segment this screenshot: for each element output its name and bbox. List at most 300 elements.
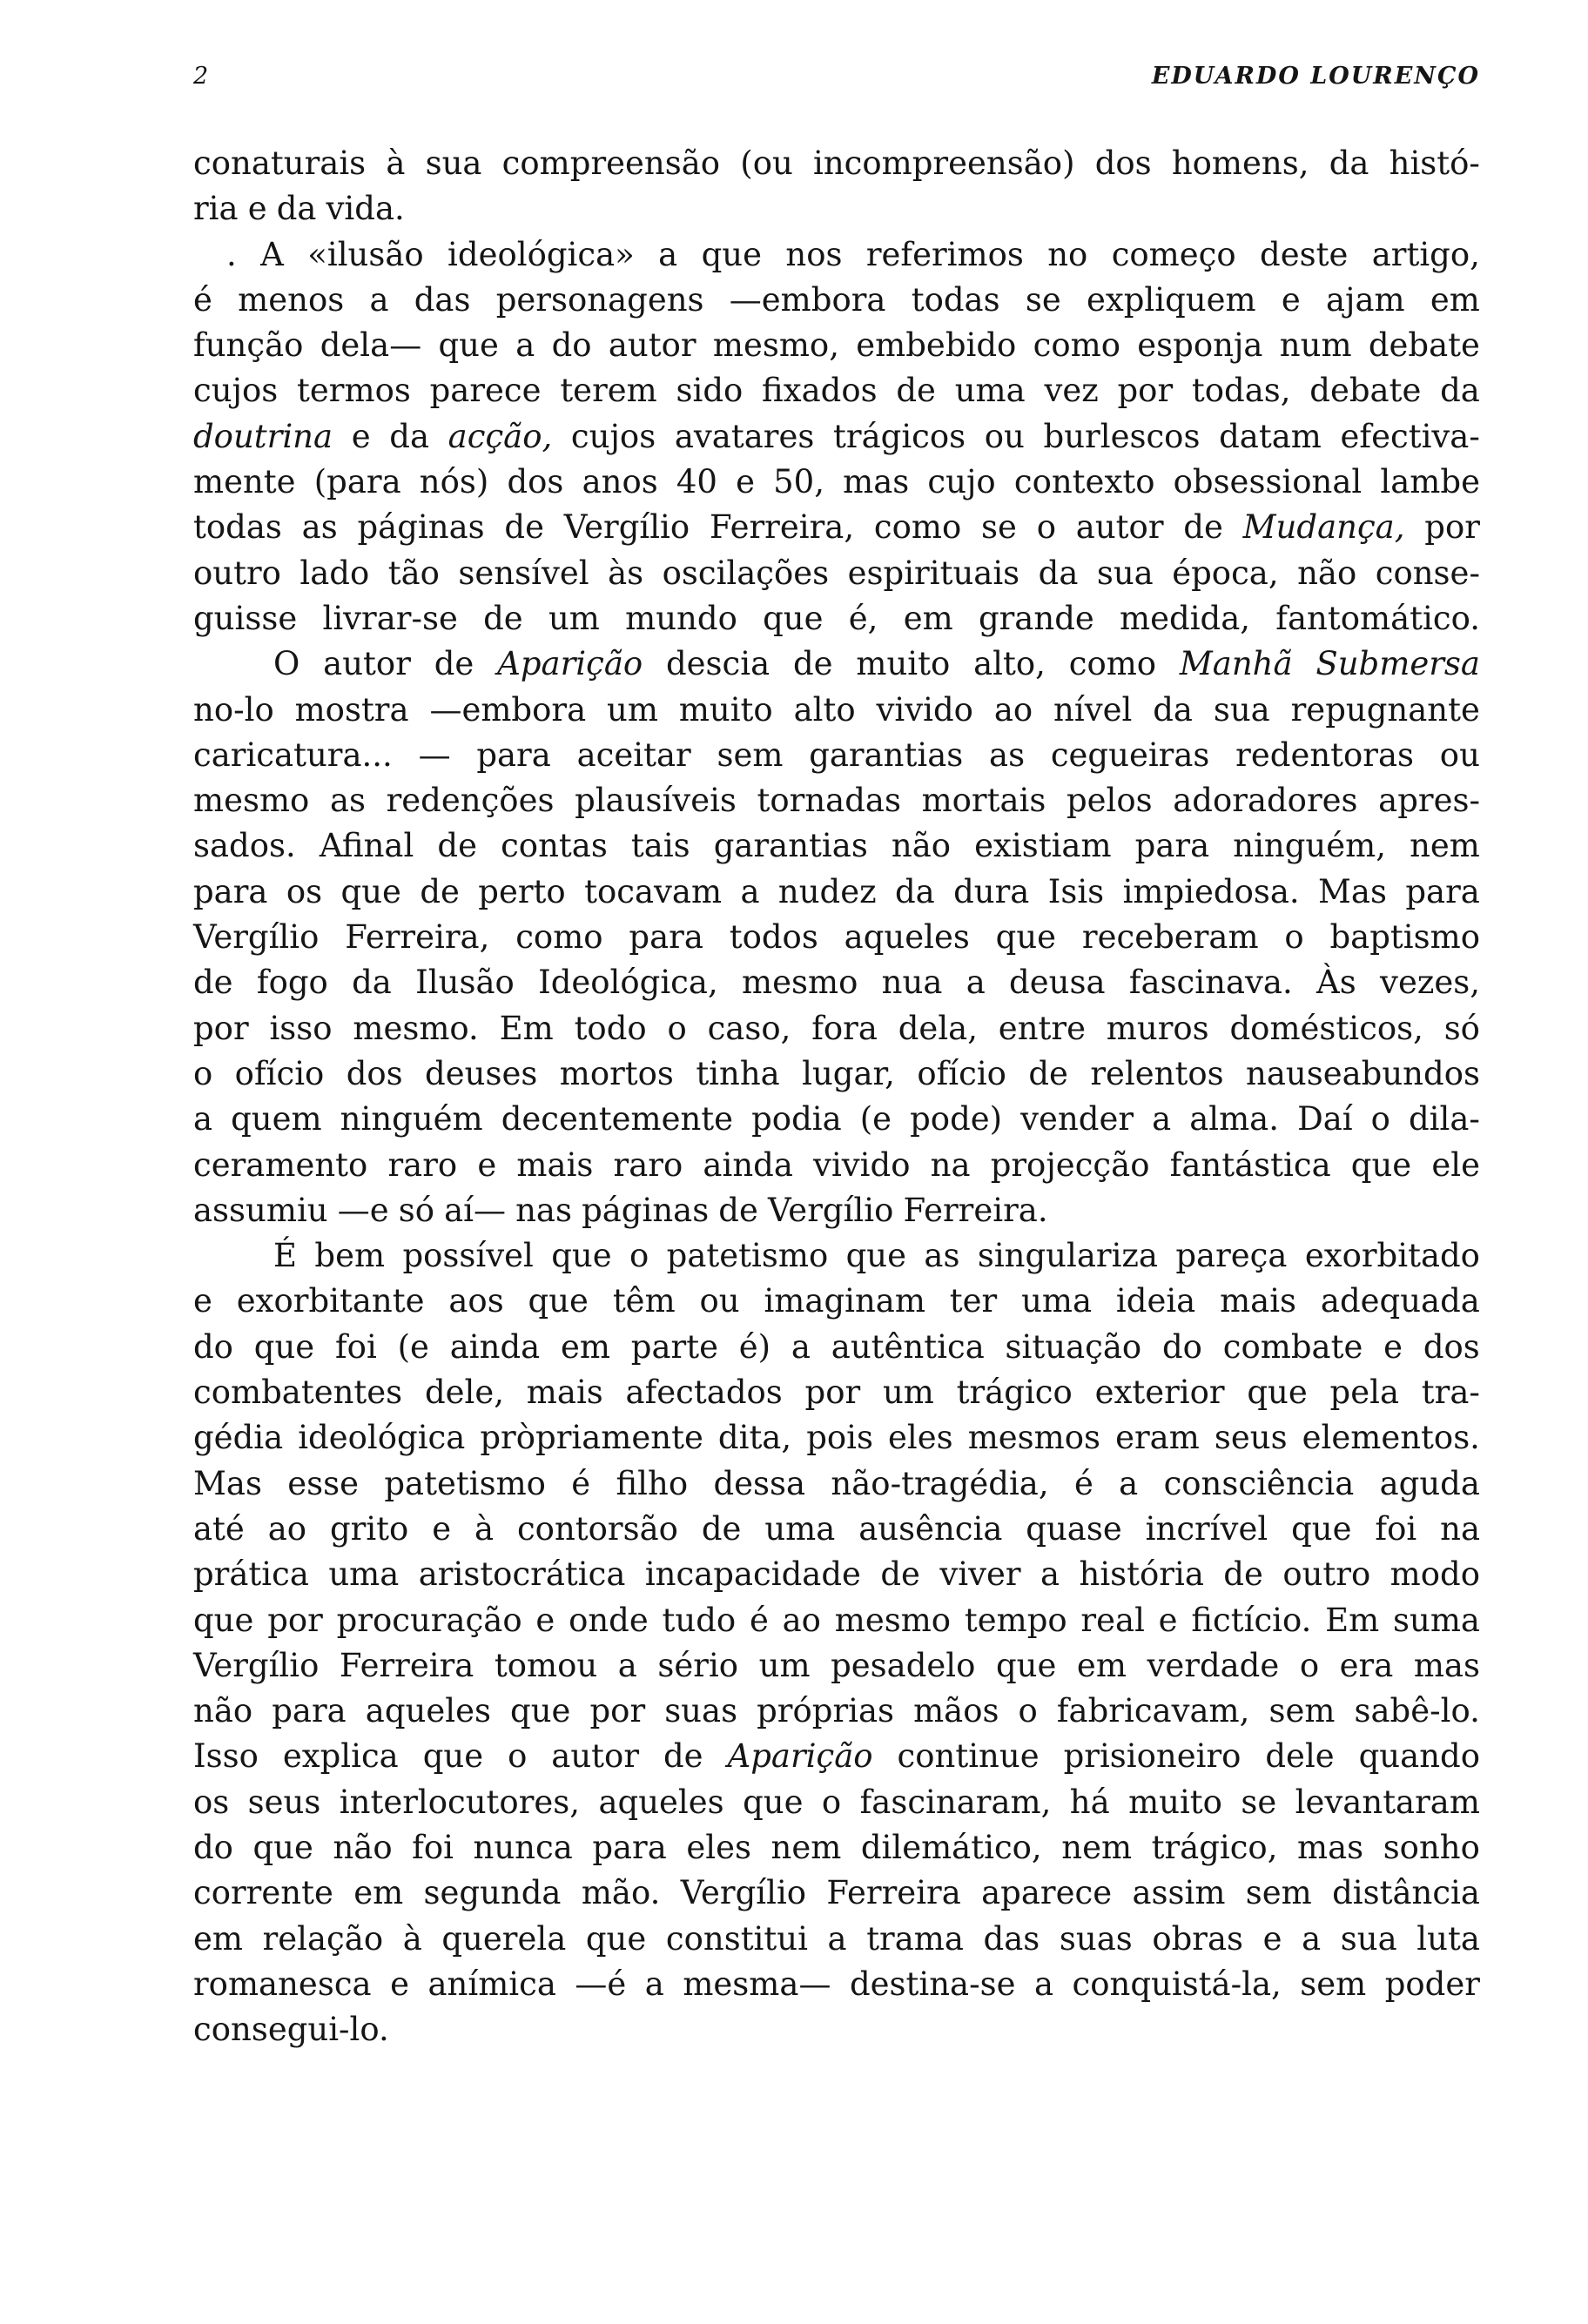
word: embebido <box>856 326 1017 365</box>
word: páginas <box>357 508 485 547</box>
word: tão <box>387 554 440 592</box>
word: homens, <box>1171 144 1309 182</box>
word: de <box>880 1555 920 1594</box>
word: páginas <box>582 1191 710 1229</box>
word: ria <box>193 190 239 228</box>
word: um <box>548 599 600 637</box>
word: Mas <box>1318 872 1387 910</box>
text-line <box>193 1051 1480 1097</box>
word: trágico <box>956 1374 1073 1412</box>
word: repugnante <box>1290 690 1480 729</box>
word: exterior <box>1094 1374 1225 1412</box>
word: é <box>193 280 212 319</box>
word: em <box>561 1327 610 1366</box>
word: — <box>418 735 451 774</box>
word: querela <box>441 1919 567 1958</box>
word: a <box>1152 1100 1172 1138</box>
word: «ilusão <box>307 235 424 273</box>
word: sonho <box>1383 1828 1480 1866</box>
word: esse <box>287 1464 360 1502</box>
word: que <box>1291 1509 1352 1548</box>
word: dita, <box>717 1419 792 1457</box>
word: o <box>629 1237 649 1275</box>
word: ele <box>1431 1145 1480 1184</box>
word: incompreensão) <box>813 144 1075 182</box>
word: como <box>1033 326 1120 365</box>
word: não-tragédia, <box>831 1464 1049 1502</box>
word: Ferreira <box>826 1874 961 1912</box>
word: referimos <box>865 235 1024 273</box>
word: a <box>644 1965 664 2003</box>
text-line <box>193 1006 1480 1051</box>
word: cegueiras <box>1050 735 1210 774</box>
word: adoradores <box>1173 782 1358 820</box>
word: cujo <box>927 463 996 501</box>
word: a <box>1040 1555 1060 1594</box>
word: dessa <box>713 1464 806 1502</box>
word: vez <box>1044 372 1099 410</box>
word: dos <box>1094 144 1152 182</box>
word: que <box>340 872 401 910</box>
word: domésticos, <box>1229 1009 1423 1047</box>
text-line <box>193 505 1480 550</box>
text-line <box>193 641 1480 687</box>
word: até <box>193 1509 245 1548</box>
word: por <box>267 1601 323 1639</box>
word: dilemático, <box>860 1828 1042 1866</box>
text-line <box>193 1689 1480 1734</box>
word: mesmo, <box>712 326 839 365</box>
word: vezes, <box>1380 964 1480 1002</box>
word: nunca <box>473 1828 573 1866</box>
word: ou <box>984 417 1025 455</box>
word: Isso <box>193 1737 259 1776</box>
word: romanesca <box>193 1965 372 2003</box>
word: para <box>1134 827 1210 865</box>
word: pois <box>806 1419 873 1457</box>
word: fora <box>811 1009 878 1047</box>
word: garantias <box>809 735 964 774</box>
word: Mudança, <box>1242 508 1405 547</box>
word: Mas <box>193 1464 262 1502</box>
text-line <box>193 823 1480 869</box>
word: uma <box>764 1509 836 1548</box>
word: oscilações <box>662 554 830 592</box>
word: mesmo <box>742 964 858 1002</box>
word: decentemente <box>501 1100 734 1138</box>
word: e <box>351 417 371 455</box>
word: ainda <box>703 1145 793 1184</box>
word: guisse <box>193 599 298 637</box>
text-line <box>193 1780 1480 1825</box>
word: não <box>1297 554 1357 592</box>
word: (e <box>859 1100 892 1138</box>
word: redenções <box>386 782 555 820</box>
word: datam <box>1219 417 1322 455</box>
word: que <box>510 1692 571 1730</box>
word: e <box>535 1601 555 1639</box>
word: como <box>1068 645 1157 683</box>
word: dos <box>507 463 564 501</box>
word: elementos. <box>1302 1419 1480 1457</box>
text-line <box>193 232 1480 278</box>
word: deusa <box>1009 964 1106 1002</box>
word: termos <box>297 372 411 410</box>
word: gédia <box>193 1419 284 1457</box>
word: autor <box>323 645 411 683</box>
word: da <box>389 417 430 455</box>
word: é <box>749 1601 769 1639</box>
word: contexto <box>1013 463 1155 501</box>
text-line <box>193 1279 1480 1324</box>
word: ao <box>782 1601 821 1639</box>
text-line <box>193 1643 1480 1689</box>
word: Vergílio <box>767 1191 894 1229</box>
word: Ferreira, <box>709 508 855 547</box>
word: personagens <box>495 280 704 319</box>
word: Vergílio <box>680 1874 807 1912</box>
word: e <box>1158 1601 1178 1639</box>
word: 50, <box>773 463 824 501</box>
word: combate <box>1222 1327 1363 1366</box>
word: pareça <box>1175 1237 1288 1275</box>
word: que <box>995 918 1057 957</box>
word: mostra <box>294 690 409 729</box>
word: não <box>891 827 952 865</box>
word: sem <box>717 735 784 774</box>
word: debate <box>1368 326 1480 365</box>
word: outro <box>1282 1555 1371 1594</box>
word: de <box>420 872 460 910</box>
word: —é <box>575 1965 627 2003</box>
word: obsessional <box>1173 463 1363 501</box>
word: todas, <box>1191 372 1291 410</box>
text-line <box>193 323 1480 368</box>
text-line <box>193 1325 1480 1370</box>
text-line <box>193 596 1480 641</box>
word: parte <box>630 1327 718 1366</box>
word: e <box>736 463 755 501</box>
word: continue <box>897 1737 1040 1776</box>
word: quem <box>231 1100 322 1138</box>
word: dela— <box>320 326 422 365</box>
word: —embora <box>729 280 886 319</box>
word: aí— <box>444 1191 506 1229</box>
word: Ideológica, <box>538 964 718 1002</box>
word: a <box>617 1646 637 1684</box>
word: aqueles <box>844 918 970 957</box>
word: as <box>329 782 366 820</box>
text-line <box>193 688 1480 733</box>
word: ou <box>699 1282 740 1320</box>
word: há <box>1069 1783 1110 1821</box>
word: possível <box>402 1237 534 1275</box>
word: que <box>585 1919 647 1958</box>
word: que <box>253 1327 315 1366</box>
word: o <box>1370 1100 1390 1138</box>
text-line <box>193 960 1480 1005</box>
word: a <box>658 235 678 273</box>
word: a <box>966 964 986 1002</box>
word: espirituais <box>847 554 1020 592</box>
word: acção, <box>447 417 553 455</box>
word: patetismo <box>666 1237 829 1275</box>
word: —e <box>337 1191 389 1229</box>
word: em <box>353 1874 404 1912</box>
word: projecção <box>990 1145 1150 1184</box>
word: adequada <box>1320 1282 1480 1320</box>
word: Vergílio <box>563 508 690 547</box>
word: não <box>193 1692 253 1730</box>
word: cujos <box>193 372 279 410</box>
word: imaginam <box>764 1282 925 1320</box>
word: aristocrática <box>418 1555 626 1594</box>
word: receberam <box>1081 918 1259 957</box>
word: bem <box>314 1237 386 1275</box>
word: sem <box>1245 1874 1312 1912</box>
word: mas <box>1297 1828 1364 1866</box>
word: que <box>422 1737 484 1776</box>
word: mesmo <box>193 782 310 820</box>
word: que <box>1247 1374 1308 1412</box>
word: ou <box>1439 735 1480 774</box>
word: sem <box>1300 1965 1367 2003</box>
word: luta <box>1416 1919 1480 1958</box>
word: que <box>1350 1145 1412 1184</box>
word: situação <box>1005 1327 1142 1366</box>
text-line <box>193 1598 1480 1643</box>
word: obras <box>1152 1919 1244 1958</box>
word: alto, <box>973 645 1046 683</box>
word: é) <box>738 1327 771 1366</box>
word: burlescos <box>1043 417 1201 455</box>
text-line <box>193 1825 1480 1871</box>
word: para <box>1405 872 1480 910</box>
word: e <box>477 1145 497 1184</box>
text-line <box>193 778 1480 823</box>
word: foi <box>412 1828 454 1866</box>
word: autor <box>608 326 696 365</box>
word: no <box>1047 235 1088 273</box>
word: sério <box>657 1646 739 1684</box>
word: suma <box>1393 1601 1480 1639</box>
word: entre <box>998 1009 1086 1047</box>
word: todos <box>729 918 818 957</box>
word: que <box>763 599 824 637</box>
word: ofício <box>234 1054 325 1092</box>
word: ideia <box>1115 1282 1196 1320</box>
word: na <box>930 1145 971 1184</box>
word: muito <box>856 645 951 683</box>
word: mesmos <box>967 1419 1101 1457</box>
word: às <box>608 554 644 592</box>
word: dele <box>1265 1737 1335 1776</box>
word: nauseabundos <box>1246 1054 1480 1092</box>
word: de <box>483 599 523 637</box>
word: aguda <box>1379 1464 1480 1502</box>
word: aparece <box>981 1874 1113 1912</box>
word: mais <box>526 1374 603 1412</box>
word: menos <box>238 280 345 319</box>
word: das <box>414 280 471 319</box>
word: parece <box>429 372 542 410</box>
word: anos <box>582 463 658 501</box>
word: por <box>589 1692 646 1730</box>
word: muros <box>1106 1009 1209 1047</box>
word: sua <box>425 144 482 182</box>
word: dos <box>346 1054 403 1092</box>
word: nas <box>515 1191 572 1229</box>
word: para <box>193 872 268 910</box>
word: pelos <box>1066 782 1153 820</box>
word: tempo <box>964 1601 1067 1639</box>
word: não <box>333 1828 393 1866</box>
word: doutrina <box>193 417 333 455</box>
word: da <box>1038 554 1079 592</box>
word: de <box>193 964 233 1002</box>
word: combatentes <box>193 1374 403 1412</box>
word: nível <box>1053 690 1133 729</box>
word: as <box>924 1237 960 1275</box>
text-line <box>193 1143 1480 1188</box>
word: Ferreira, <box>345 918 490 957</box>
word: . <box>226 235 237 273</box>
word: suas <box>1059 1919 1133 1958</box>
word: na <box>1440 1509 1480 1548</box>
text-line <box>193 733 1480 778</box>
word: a <box>1302 1919 1322 1958</box>
word: o <box>1018 1692 1038 1730</box>
word: eles <box>888 1419 953 1457</box>
word: para <box>272 1692 347 1730</box>
word: nós) <box>419 463 489 501</box>
word: de <box>718 1191 758 1229</box>
word: ausência <box>858 1509 1003 1548</box>
word: as <box>989 735 1026 774</box>
word: o <box>1284 918 1304 957</box>
text-line <box>193 2007 1480 2052</box>
word: sido <box>676 372 744 410</box>
word: tocavam <box>584 872 723 910</box>
word: Vergílio <box>193 918 320 957</box>
word: grande <box>978 599 1094 637</box>
word: fantástica <box>1169 1145 1331 1184</box>
word: da <box>1329 144 1369 182</box>
word: mesmo. <box>353 1009 479 1047</box>
word: tornadas <box>757 782 901 820</box>
word: ter <box>949 1282 998 1320</box>
word: de <box>663 1737 703 1776</box>
word: autêntica <box>831 1327 985 1366</box>
text-line <box>193 1871 1480 1916</box>
word: impiedosa. <box>1122 872 1300 910</box>
word: terem <box>560 372 657 410</box>
word: Daí <box>1297 1100 1353 1138</box>
word: nua <box>881 964 943 1002</box>
word: debate <box>1309 372 1422 410</box>
word: foi <box>1375 1509 1417 1548</box>
word: ceramento <box>193 1145 368 1184</box>
word: por <box>193 1009 249 1047</box>
body-text <box>193 141 1480 2052</box>
word: (e <box>397 1327 429 1366</box>
word: fascinava. <box>1128 964 1293 1002</box>
word: lambe <box>1380 463 1480 501</box>
word: pròpriamente <box>480 1419 703 1457</box>
word: dele, <box>424 1374 505 1412</box>
word: as <box>301 508 338 547</box>
word: Manhã <box>1179 645 1293 683</box>
word: aos <box>448 1282 504 1320</box>
word: Afinal <box>319 827 414 865</box>
word: a <box>791 1327 811 1366</box>
word: afectados <box>625 1374 783 1412</box>
text-line <box>193 278 1480 323</box>
text-line <box>193 460 1480 505</box>
word: sados. <box>193 827 296 865</box>
word: tais <box>630 827 690 865</box>
word: sua <box>1096 554 1154 592</box>
word: da <box>1153 690 1193 729</box>
word: que <box>701 235 762 273</box>
word: nem <box>1061 1828 1133 1866</box>
word: de <box>1183 508 1223 547</box>
word: conquistá-la, <box>1072 1965 1282 2003</box>
word: um <box>758 1646 811 1684</box>
word: de <box>437 827 477 865</box>
word: têm <box>612 1282 676 1320</box>
word: ideológica <box>298 1419 466 1457</box>
word: —embora <box>429 690 587 729</box>
word: seus <box>1214 1419 1288 1457</box>
word: redentoras <box>1235 735 1415 774</box>
text-line <box>193 870 1480 915</box>
word: assumiu <box>193 1191 328 1229</box>
word: e <box>432 1509 452 1548</box>
word: à <box>402 1919 422 1958</box>
word: fixados <box>762 372 878 410</box>
word: deste <box>1260 235 1349 273</box>
word: aqueles <box>365 1692 491 1730</box>
word: anímica <box>427 1965 556 2003</box>
word: descia <box>665 645 770 683</box>
word: apres- <box>1378 782 1480 820</box>
word: filho <box>616 1464 689 1502</box>
word: que <box>995 1646 1057 1684</box>
word: caricatura... <box>193 735 393 774</box>
word: dos <box>1423 1327 1480 1366</box>
word: sensível <box>458 554 589 592</box>
word: real <box>1080 1601 1145 1639</box>
word: o <box>1299 1646 1320 1684</box>
text-line <box>193 186 1480 232</box>
word: por <box>1117 372 1174 410</box>
word: dela, <box>898 1009 978 1047</box>
word: onde <box>569 1601 649 1639</box>
word: perto <box>478 872 566 910</box>
word: ofício <box>917 1054 1006 1092</box>
word: fascinaram, <box>859 1783 1052 1821</box>
text-line <box>193 141 1480 186</box>
word: a <box>827 1919 847 1958</box>
word: a <box>740 872 760 910</box>
word: como <box>515 918 603 957</box>
word: de <box>896 372 936 410</box>
word: nem <box>1410 827 1480 865</box>
word: viver <box>939 1555 1021 1594</box>
word: quase <box>1026 1509 1122 1548</box>
word: de <box>434 645 474 683</box>
